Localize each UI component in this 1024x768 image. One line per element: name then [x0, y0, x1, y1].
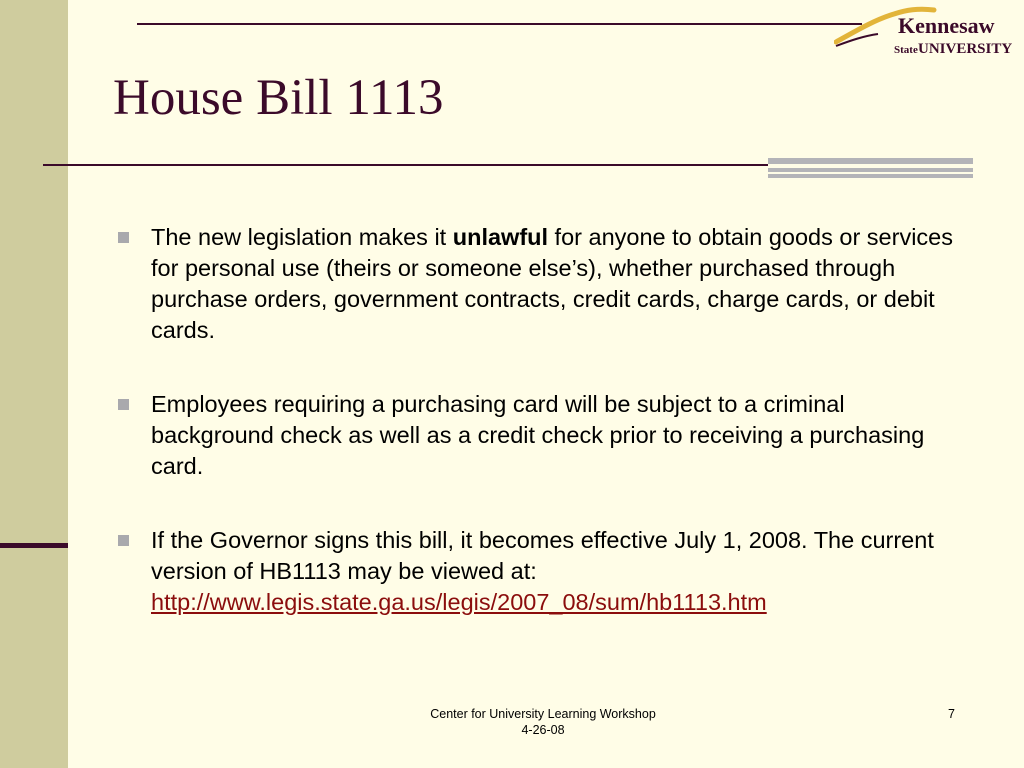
logo-line2-main: UNIVERSITY	[918, 41, 1013, 57]
bullet-1-bold-word: unlawful	[452, 224, 549, 250]
left-decorative-stripe	[0, 0, 68, 768]
footer-line1: Center for University Learning Workshop	[430, 707, 656, 721]
bullet-list	[113, 222, 973, 661]
gray-bar-1	[768, 158, 973, 164]
page-number: 7	[948, 707, 955, 721]
square-bullet-icon	[118, 535, 129, 546]
logo-line1: Kennesaw	[898, 13, 995, 38]
gray-bar-3	[768, 174, 973, 178]
title-underline-rule	[43, 164, 768, 166]
hb1113-link[interactable]: http://www.legis.state.ga.us/legis/2007_08/sum/hb1113.htm	[151, 589, 767, 615]
bullet-item-1	[113, 222, 973, 346]
square-bullet-icon	[118, 399, 129, 410]
footer-caption	[343, 706, 743, 738]
slide-title: House Bill 1113	[113, 70, 444, 126]
top-rule	[137, 23, 862, 25]
kennesaw-state-logo	[834, 6, 1016, 62]
bullet-2-text: Employees requiring a purchasing card will be subject to a criminal background check as well as a credit check prior to receiving a purchasing card.	[151, 391, 925, 479]
logo-graphic	[834, 6, 1016, 62]
logo-line2-prefix: State	[894, 44, 918, 56]
footer-line2: 4-26-08	[521, 723, 565, 737]
bullet-1-text-before: The new legislation makes it	[151, 224, 453, 250]
left-stripe-accent-bar	[0, 543, 68, 548]
bullet-item-2	[113, 389, 973, 482]
bullet-1-text-after: for anyone to obtain goods or services for personal use (theirs or someone else’s), whether purchased through purchase orders, government contracts, credit cards, charge cards, or debit cards.	[151, 224, 953, 343]
square-bullet-icon	[118, 232, 129, 243]
bullet-3-text: If the Governor signs this bill, it becomes effective July 1, 2008. The current version of HB1113 may be viewed at:	[151, 527, 934, 584]
bullet-item-3	[113, 525, 973, 618]
